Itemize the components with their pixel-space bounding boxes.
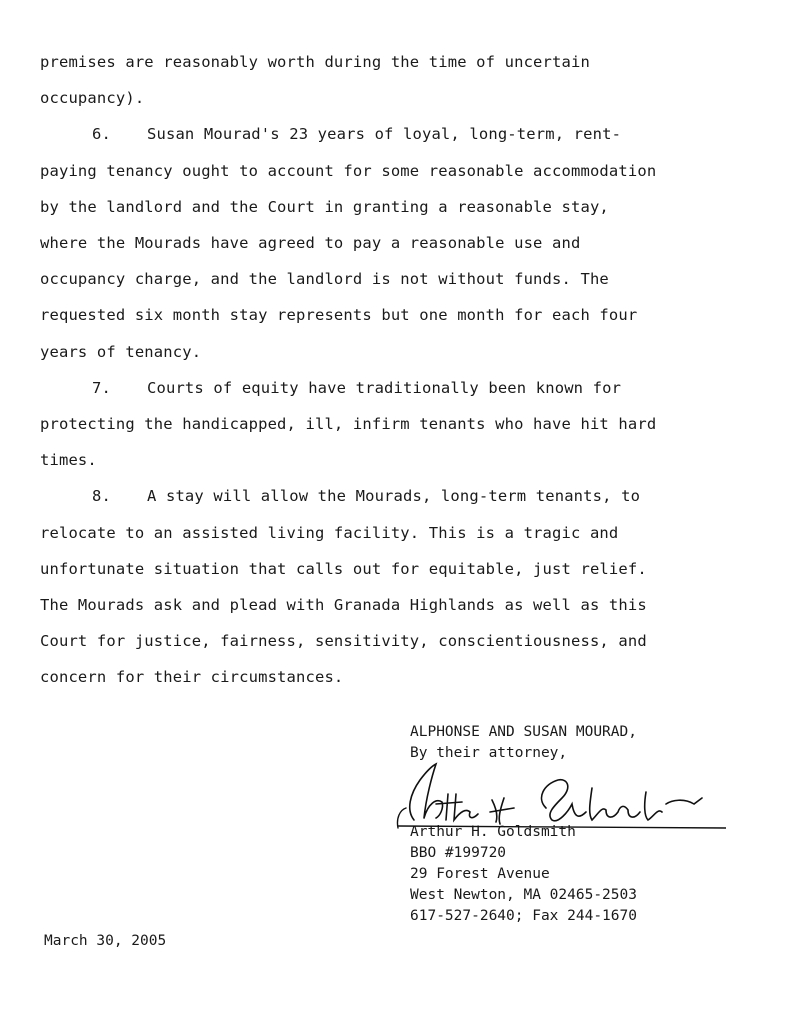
document-body: [40, 44, 760, 696]
text-line: Court for justice, fairness, sensitivity, conscientiousness, and: [40, 632, 647, 651]
signature-block: [410, 722, 637, 927]
paragraph-number: 7.: [92, 378, 111, 397]
paragraph-first-line: [40, 370, 760, 406]
paragraph-8: [40, 478, 760, 695]
attorney-name: Arthur H. Goldsmith: [410, 824, 576, 840]
paragraph-first-line: [40, 116, 760, 152]
paragraph-number: 6.: [92, 125, 111, 144]
text-line: requested six month stay represents but one month for each four: [40, 306, 638, 325]
text-line: occupancy).: [40, 89, 145, 108]
text-line: where the Mourads have agreed to pay a reasonable use and: [40, 234, 581, 253]
text-line: A stay will allow the Mourads, long-term tenants, to: [147, 487, 641, 506]
text-line: times.: [40, 451, 97, 470]
signature-area: [410, 764, 637, 822]
text-line: protecting the handicapped, ill, infirm tenants who have hit hard: [40, 415, 657, 434]
paragraph-7: [40, 370, 760, 479]
text-line: paying tenancy ought to account for some reasonable accommodation: [40, 161, 657, 180]
party-name: ALPHONSE AND SUSAN MOURAD,: [410, 724, 637, 740]
text-line: unfortunate situation that calls out for equitable, just relief.: [40, 559, 647, 578]
phone-fax: 617-527-2640; Fax 244-1670: [410, 908, 637, 924]
city-address: West Newton, MA 02465-2503: [410, 887, 637, 903]
text-line: years of tenancy.: [40, 342, 202, 361]
bbo-number: BBO #199720: [410, 845, 507, 861]
text-line: Susan Mourad's 23 years of loyal, long-term, rent-: [147, 125, 622, 144]
paragraph-number: 8.: [92, 487, 111, 506]
by-line: By their attorney,: [410, 745, 568, 761]
paragraph-6: [40, 116, 760, 369]
text-line: premises are reasonably worth during the time of uncertain: [40, 53, 590, 71]
handwritten-signature: [396, 758, 726, 844]
document-date: March 30, 2005: [44, 933, 167, 949]
text-line: Courts of equity have traditionally been known for: [147, 378, 622, 397]
text-line: relocate to an assisted living facility. This is a tragic and: [40, 523, 619, 542]
street-address: 29 Forest Avenue: [410, 866, 550, 882]
text-line: The Mourads ask and plead with Granada Highlands as well as this: [40, 596, 647, 615]
paragraph-continuation: [40, 44, 760, 116]
paragraph-first-line: [40, 478, 760, 514]
text-line: concern for their circumstances.: [40, 668, 344, 687]
text-line: by the landlord and the Court in granting a reasonable stay,: [40, 197, 609, 216]
text-line: occupancy charge, and the landlord is not without funds. The: [40, 270, 609, 289]
